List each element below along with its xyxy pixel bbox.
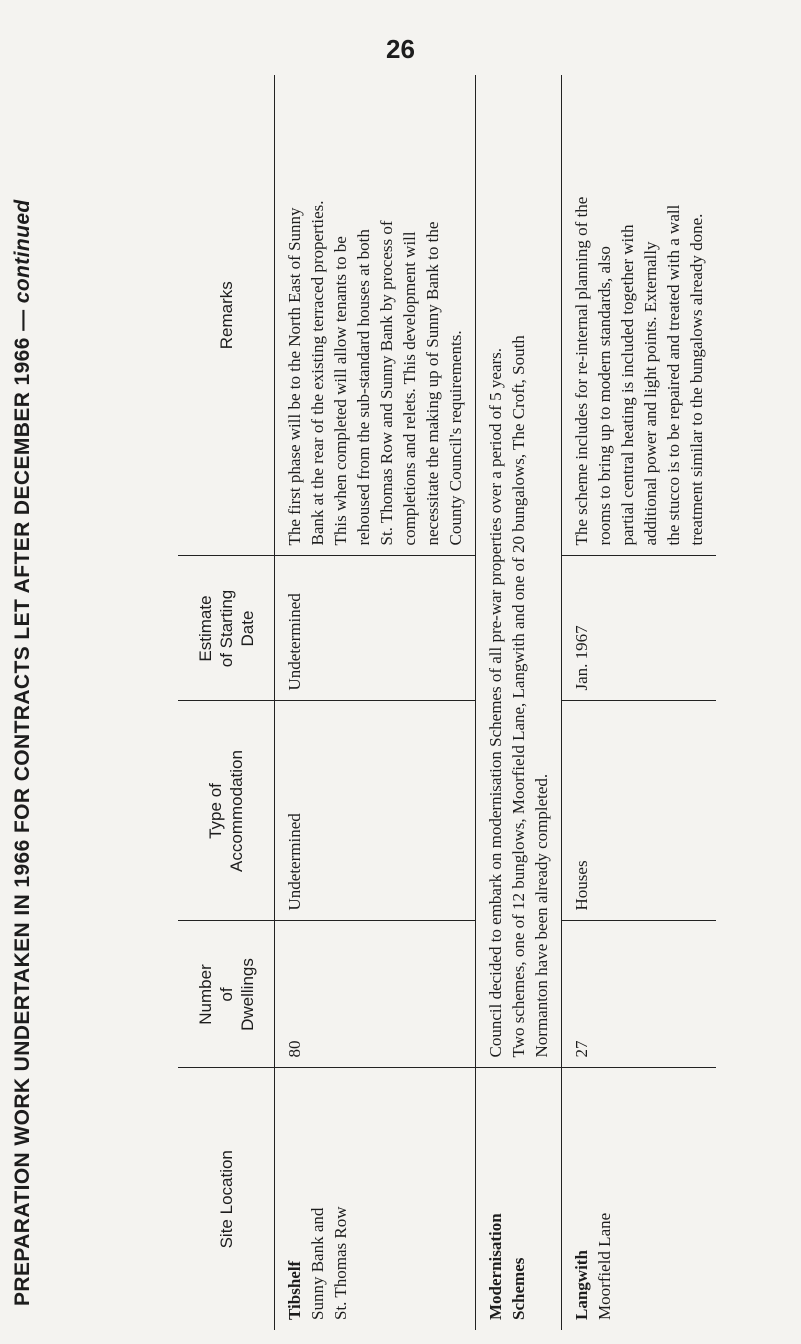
header-dwellings: Number of Dwellings [178, 921, 275, 1068]
page-title-main: PREPARATION WORK UNDERTAKEN IN 1966 FOR CONTRACTS LET AFTER DECEMBER 1966 — [11, 309, 34, 1306]
site-modernisation: Modernisation Schemes [476, 1068, 562, 1330]
table-row-langwith [562, 75, 717, 1330]
page-title-continued: continued [11, 199, 34, 304]
rotated-table-wrapper [178, 75, 706, 1330]
accommodation-langwith: Houses [562, 701, 717, 921]
table-row-tibshelf [275, 75, 476, 1330]
header-starting-date: Estimate of Starting Date [178, 556, 275, 701]
housing-work-table [178, 75, 716, 1330]
starting-date-langwith: Jan. 1967 [562, 556, 717, 701]
header-accommodation: Type of Accommodation [178, 701, 275, 921]
dwellings-tibshelf: 80 [275, 921, 476, 1068]
modernisation-text: Council decided to embark on modernisation Schemes of all pre-war properties over a period of 5 years. Two schemes, one of 12 bunglows, Moorfield Lane, Langwith and one of 20 bungalows, The Croft, South Normanton have been already completed. [476, 75, 562, 1068]
accommodation-tibshelf: Undetermined [275, 701, 476, 921]
remarks-langwith: The scheme includes for re-internal planning of the rooms to bring up to modern standards, also partial central heating is included together with additional power and light points. Externally the stucco is to be repaired and treated with a wall treatment similar to the bungalows already done. [562, 75, 717, 556]
header-remarks: Remarks [178, 75, 275, 556]
header-site-location: Site Location [178, 1068, 275, 1330]
site-langwith: Langwith Moorfield Lane [572, 1212, 614, 1320]
starting-date-tibshelf: Undetermined [275, 556, 476, 701]
remarks-tibshelf: The first phase will be to the North East of Sunny Bank at the rear of the existing terraced properties. This when completed will allow tenants to be rehoused from the sub-standard houses at both St. Thomas Row and Sunny Bank by process of completions and relets. This development will necessitate the making up of Sunny Bank to the County Council's requirements. [275, 75, 476, 556]
table-row-modernisation [476, 75, 562, 1330]
page-number: 26 [386, 34, 415, 64]
table-header-row [178, 75, 275, 1330]
site-tibshelf: Tibshelf Sunny Bank and St. Thomas Row [275, 1068, 476, 1330]
page-title [8, 76, 38, 1306]
dwellings-langwith: 27 [562, 921, 717, 1068]
